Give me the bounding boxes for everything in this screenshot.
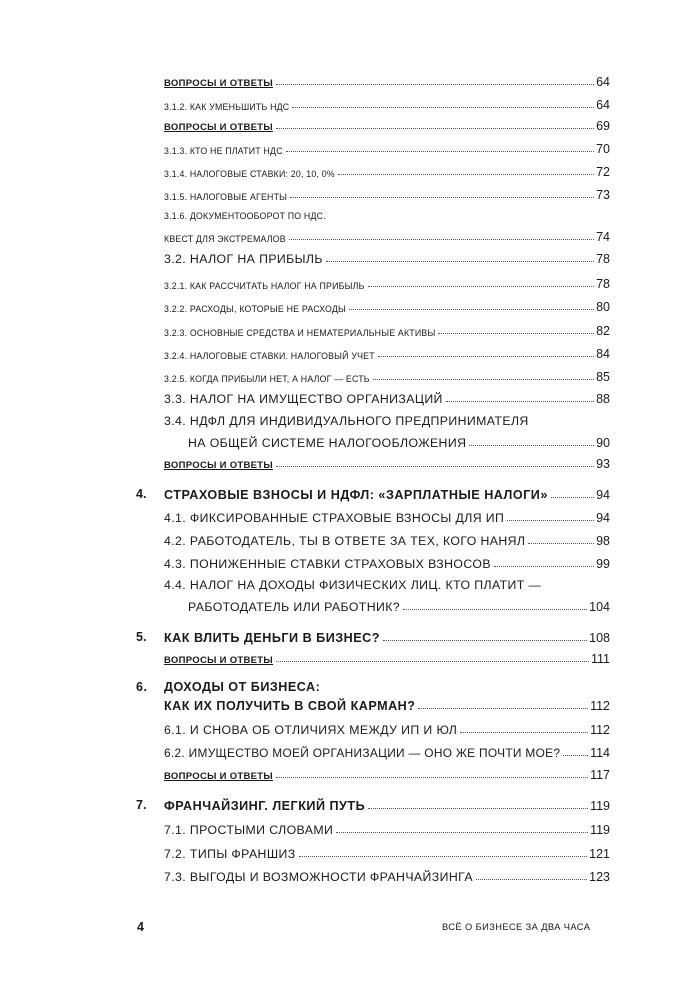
toc-chapter[interactable] <box>136 484 610 502</box>
toc-entry-title: ВОПРОСЫ И ОТВЕТЫ <box>164 122 274 133</box>
chapter-number: 7. <box>136 798 147 812</box>
toc-entry-qa[interactable] <box>164 648 610 666</box>
toc-entry-title: КАК ИХ ПОЛУЧИТЬ В СВОЙ КАРМАН? <box>164 699 416 713</box>
toc-entry-title: 3.2.4. НАЛОГОВЫЕ СТАВКИ. НАЛОГОВЫЙ УЧЕТ <box>164 351 375 361</box>
toc-entry-page: 78 <box>596 277 610 291</box>
toc-entry-page: 72 <box>596 165 610 179</box>
toc-entry[interactable] <box>164 94 610 112</box>
toc-entry-title: 4.3. ПОНИЖЕННЫЕ СТАВКИ СТРАХОВЫХ ВЗНОСОВ <box>164 557 491 571</box>
dot-leader <box>476 879 587 880</box>
toc-entry[interactable] <box>164 366 610 384</box>
toc-section[interactable] <box>164 819 610 837</box>
toc-entry-title: 3.2.3. ОСНОВНЫЕ СРЕДСТВА И НЕМАТЕРИАЛЬНЫЕ АКТИВЫ <box>164 328 436 338</box>
dot-leader <box>469 445 594 446</box>
dot-leader <box>292 107 594 108</box>
toc-entry-title: ФРАНЧАЙЗИНГ. ЛЕГКИЙ ПУТЬ <box>164 799 366 813</box>
toc-entry-page: 90 <box>596 436 610 450</box>
toc-entry-title: 3.1.5. НАЛОГОВЫЕ АГЕНТЫ <box>164 192 288 202</box>
dot-leader <box>276 466 594 467</box>
dot-leader <box>368 808 588 809</box>
dot-leader <box>563 755 588 756</box>
toc-entry-page: 121 <box>589 847 610 861</box>
toc-entry-qa[interactable] <box>164 115 610 133</box>
chapter-number: 6. <box>136 680 148 694</box>
toc-entry-title: 3.1.2. КАК УМЕНЬШИТЬ НДС <box>164 102 290 112</box>
toc-entry-title: РАБОТОДАТЕЛЬ ИЛИ РАБОТНИК? <box>188 600 401 614</box>
toc-entry-page: 88 <box>596 392 610 406</box>
toc-entry[interactable] <box>164 296 610 314</box>
toc-entry-title: СТРАХОВЫЕ ВЗНОСЫ И НДФЛ: «ЗАРПЛАТНЫЕ НАЛОГИ» <box>164 488 548 502</box>
toc-entry-page: 80 <box>596 300 610 314</box>
toc-entry-title: 3.1.3. КТО НЕ ПЛАТИТ НДС <box>164 146 283 156</box>
toc-chapter-line <box>136 680 321 694</box>
toc-section[interactable] <box>164 719 610 737</box>
toc-chapter[interactable] <box>136 795 610 813</box>
toc-entry-page: 104 <box>589 600 610 614</box>
toc-entry-page: 112 <box>590 723 610 737</box>
toc-entry-page: 111 <box>590 652 610 666</box>
dot-leader <box>336 832 588 833</box>
toc-section[interactable] <box>164 530 610 548</box>
toc-entry-page: 119 <box>590 799 610 813</box>
dot-leader <box>383 640 587 641</box>
toc-entry-page: 82 <box>596 324 610 338</box>
toc-entry-title: ВОПРОСЫ И ОТВЕТЫ <box>164 460 274 471</box>
dot-leader <box>290 197 594 198</box>
toc-entry-qa[interactable] <box>164 71 610 89</box>
toc-section[interactable] <box>188 432 610 450</box>
dot-leader <box>460 732 588 733</box>
dot-leader <box>446 401 594 402</box>
toc-entry-title: 3.2. НАЛОГ НА ПРИБЫЛЬ <box>164 252 323 266</box>
toc-entry-title: ВОПРОСЫ И ОТВЕТЫ <box>164 655 274 666</box>
toc-entry-title: 4.2. РАБОТОДАТЕЛЬ, ТЫ В ОТВЕТЕ ЗА ТЕХ, КОГО НАНЯЛ <box>164 534 526 548</box>
toc-entry-title: 3.2.5. КОГДА ПРИБЫЛИ НЕТ, А НАЛОГ — ЕСТЬ <box>164 374 370 384</box>
toc-entry-page: 94 <box>596 511 610 525</box>
toc-entry-title: 3.2.1. КАК РАССЧИТАТЬ НАЛОГ НА ПРИБЫЛЬ <box>164 281 365 291</box>
toc-entry[interactable] <box>164 161 610 179</box>
toc-entry-line: 4.4. НАЛОГ НА ДОХОДЫ ФИЗИЧЕСКИХ ЛИЦ. КТО ПЛАТИТ — <box>164 578 542 592</box>
dot-leader <box>289 239 594 240</box>
toc-entry-page: 64 <box>596 75 610 89</box>
toc-entry-page: 108 <box>589 631 610 645</box>
toc-entry-title: 7.3. ВЫГОДЫ И ВОЗМОЖНОСТИ ФРАНЧАЙЗИНГА <box>164 870 473 884</box>
toc-entry-title: ВОПРОСЫ И ОТВЕТЫ <box>164 771 274 782</box>
toc-entry-page: 69 <box>596 119 610 133</box>
toc-entry-page: 78 <box>596 252 610 266</box>
toc-entry-title: 7.1. ПРОСТЫМИ СЛОВАМИ <box>164 823 334 837</box>
toc-entry[interactable] <box>164 138 610 156</box>
toc-section[interactable] <box>164 866 610 884</box>
toc-section[interactable] <box>164 248 610 266</box>
dot-leader <box>326 261 594 262</box>
dot-leader <box>338 174 594 175</box>
toc-entry-title: 6.2. ИМУЩЕСТВО МОЕЙ ОРГАНИЗАЦИИ — ОНО ЖЕ ПОЧТИ МОЕ? <box>164 746 561 760</box>
toc-section[interactable] <box>164 742 610 760</box>
toc-entry-page: 112 <box>590 699 610 713</box>
dot-leader <box>403 609 587 610</box>
toc-entry-qa[interactable] <box>164 453 610 471</box>
toc-entry-page: 93 <box>596 457 610 471</box>
toc-entry-title: 3.1.4. НАЛОГОВЫЕ СТАВКИ: 20, 10, 0% <box>164 169 335 179</box>
dot-leader <box>373 379 594 380</box>
dot-leader <box>528 543 594 544</box>
toc-entry-page: 98 <box>596 534 610 548</box>
toc-entry-page: 117 <box>590 768 610 782</box>
toc-section[interactable] <box>164 553 610 571</box>
toc-chapter[interactable] <box>164 695 610 713</box>
toc-entry-page: 84 <box>596 347 610 361</box>
toc-entry-page: 99 <box>596 557 610 571</box>
toc-entry-page: 123 <box>589 870 610 884</box>
dot-leader <box>286 151 594 152</box>
toc-entry-title: КАК ВЛИТЬ ДЕНЬГИ В БИЗНЕС? <box>164 631 380 645</box>
dot-leader <box>507 520 594 521</box>
toc-entry[interactable] <box>164 320 610 338</box>
toc-entry-title: 6.1. И СНОВА ОБ ОТЛИЧИЯХ МЕЖДУ ИП И ЮЛ <box>164 723 458 737</box>
dot-leader <box>378 356 594 357</box>
toc-entry-title: КВЕСТ ДЛЯ ЭКСТРЕМАЛОВ <box>164 234 286 244</box>
dot-leader <box>276 661 589 662</box>
toc-entry-line: 3.1.6. ДОКУМЕНТООБОРОТ ПО НДС. <box>164 211 326 221</box>
dot-leader <box>349 309 594 310</box>
toc-entry-title: 3.2.2. РАСХОДЫ, КОТОРЫЕ НЕ РАСХОДЫ <box>164 304 347 314</box>
footer-page-number: 4 <box>137 920 144 934</box>
toc-entry-qa[interactable] <box>164 764 610 782</box>
dot-leader <box>494 566 594 567</box>
toc-entry[interactable] <box>164 226 610 244</box>
toc-chapter[interactable] <box>136 627 610 645</box>
dot-leader <box>368 286 595 287</box>
toc-section[interactable] <box>188 596 610 614</box>
toc-entry-title: НА ОБЩЕЙ СИСТЕМЕ НАЛОГООБЛОЖЕНИЯ <box>188 436 467 450</box>
dot-leader <box>276 128 594 129</box>
toc-entry-page: 114 <box>590 746 610 760</box>
toc-entry[interactable] <box>164 343 610 361</box>
toc-entry-line: ДОХОДЫ ОТ БИЗНЕСА: <box>164 680 321 694</box>
chapter-number: 5. <box>136 630 147 644</box>
toc-entry-page: 64 <box>596 98 610 112</box>
toc-entry[interactable] <box>164 184 610 202</box>
toc-entry-page: 73 <box>596 188 610 202</box>
toc-section[interactable] <box>164 843 610 861</box>
toc-entry-page: 85 <box>596 370 610 384</box>
dot-leader <box>438 333 594 334</box>
toc-section[interactable] <box>164 388 610 406</box>
chapter-number: 4. <box>136 487 147 501</box>
toc-entry-title: 3.3. НАЛОГ НА ИМУЩЕСТВО ОРГАНИЗАЦИЙ <box>164 392 443 406</box>
dot-leader <box>418 708 588 709</box>
toc-entry-title: ВОПРОСЫ И ОТВЕТЫ <box>164 78 274 89</box>
toc-entry[interactable] <box>164 273 610 291</box>
toc-entry-title: 4.1. ФИКСИРОВАННЫЕ СТРАХОВЫЕ ВЗНОСЫ ДЛЯ ИП <box>164 511 505 525</box>
footer-book-title: ВСЁ О БИЗНЕСЕ ЗА ДВА ЧАСА <box>442 922 591 932</box>
toc-entry-page: 74 <box>596 230 610 244</box>
toc-section[interactable] <box>164 507 610 525</box>
dot-leader <box>299 856 588 857</box>
toc-entry-title: 7.2. ТИПЫ ФРАНШИЗ <box>164 847 296 861</box>
toc-entry-page: 94 <box>596 488 610 502</box>
dot-leader <box>276 777 588 778</box>
toc-entry-page: 119 <box>590 823 610 837</box>
toc-entry-line: 3.4. НДФЛ ДЛЯ ИНДИВИДУАЛЬНОГО ПРЕДПРИНИМАТЕЛЯ <box>164 414 529 428</box>
dot-leader <box>551 497 594 498</box>
toc-entry-page: 70 <box>596 142 610 156</box>
dot-leader <box>276 84 594 85</box>
